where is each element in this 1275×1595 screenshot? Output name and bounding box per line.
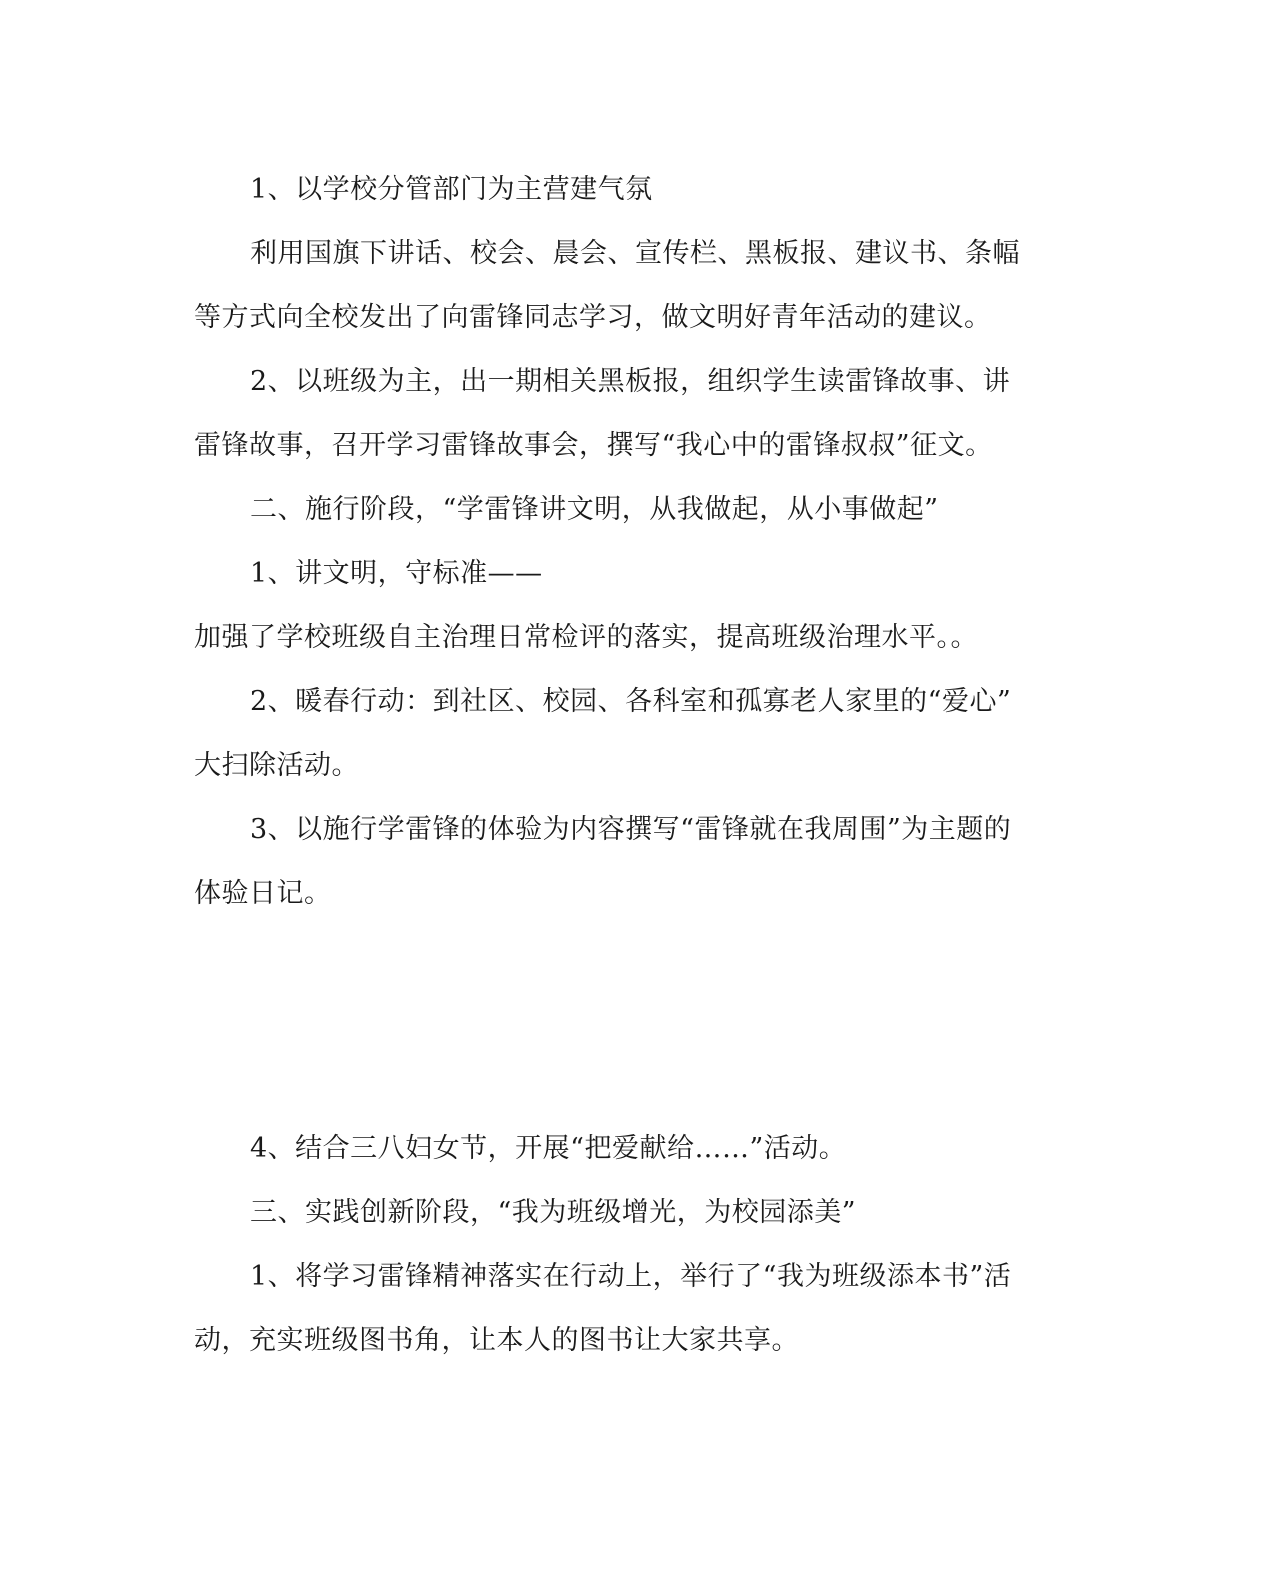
paragraph-line: 2、暖春行动：到社区、校园、各科室和孤寡老人家里的“爱心” <box>250 686 1012 717</box>
heading-item-1: 1、讲文明，守标准—— <box>250 558 543 589</box>
paragraph-line: 体验日记。 <box>194 878 332 909</box>
section-heading-3: 三、实践创新阶段，“我为班级增光，为校园添美” <box>250 1197 857 1228</box>
paragraph-line: 动，充实班级图书角，让本人的图书让大家共享。 <box>194 1325 799 1356</box>
paragraph-line: 雷锋故事，召开学习雷锋故事会，撰写“我心中的雷锋叔叔”征文。 <box>194 430 993 461</box>
paragraph-line: 1、将学习雷锋精神落实在行动上，举行了“我为班级添本书”活 <box>250 1261 1012 1292</box>
paragraph-line: 3、以施行学雷锋的体验为内容撰写“雷锋就在我周围”为主题的 <box>250 814 1012 845</box>
paragraph-line: 大扫除活动。 <box>194 750 359 781</box>
paragraph-line: 加强了学校班级自主治理日常检评的落实，提高班级治理水平。。 <box>194 622 978 653</box>
paragraph-line: 4、结合三八妇女节，开展“把爱献给……”活动。 <box>250 1133 847 1164</box>
paragraph-line: 等方式向全校发出了向雷锋同志学习，做文明好青年活动的建议。 <box>194 302 992 333</box>
section-heading-2: 二、施行阶段，“学雷锋讲文明，从我做起，从小事做起” <box>250 494 939 525</box>
paragraph-line: 2、以班级为主，出一期相关黑板报，组织学生读雷锋故事、讲 <box>250 366 1011 397</box>
paragraph-line: 利用国旗下讲话、校会、晨会、宣传栏、黑板报、建议书、条幅 <box>250 238 1020 269</box>
heading-item-1: 1、以学校分管部门为主营建气氛 <box>250 174 653 205</box>
